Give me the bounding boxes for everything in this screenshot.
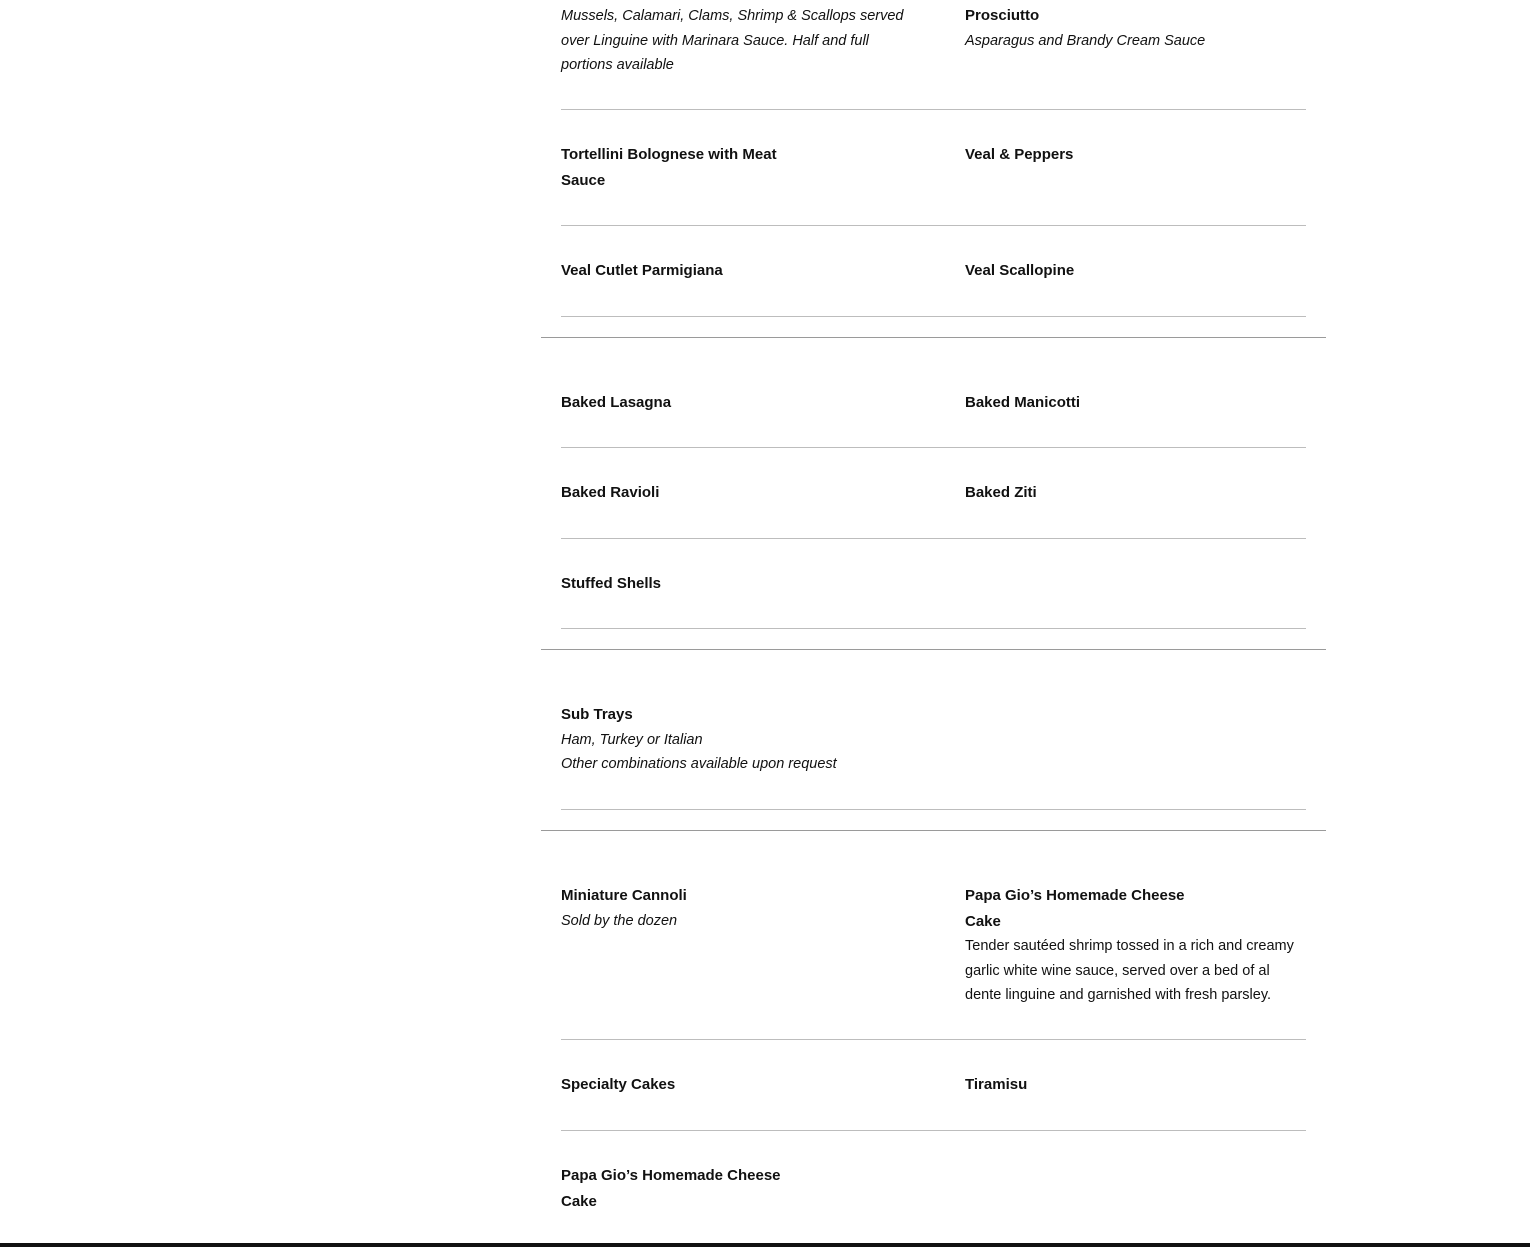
menu-item-description: Mussels, Calamari, Clams, Shrimp & Scallops served over Linguine with Marinara Sauce. Half and full portions available [561,8,904,73]
menu-item-name: Stuffed Shells [561,575,662,592]
item-divider [561,225,1306,226]
menu-item-stuffed-shells [561,571,906,597]
menu-item-description-extra: Other combinations available upon request [561,756,837,772]
menu-item-name: Prosciutto [965,7,1040,24]
menu-item-name: Veal Cutlet Parmigiana [561,262,723,279]
menu-item-specialty-cakes [561,1072,906,1098]
menu-item-prosciutto [965,3,1310,53]
menu-item-sub-trays [561,702,961,777]
menu-item-baked-ravioli [561,480,906,506]
menu-item-name: Baked Manicotti [965,394,1081,411]
item-divider [561,1039,1306,1040]
page-bottom-bar [0,1243,1530,1247]
menu-item-name: Veal Scallopine [965,262,1075,279]
item-divider [561,447,1306,448]
menu-item-name: Tiramisu [965,1076,1028,1093]
menu-item-name: Miniature Cannoli [561,887,687,904]
item-divider [561,1130,1306,1131]
menu-item-name: Baked Ziti [965,484,1037,501]
menu-item-name: Sub Trays [561,706,633,723]
menu-item-cheese-cake [965,883,1305,1008]
item-divider [561,809,1306,810]
menu-item-baked-lasagna [561,390,906,416]
menu-item-name: Papa Gio’s Homemade Cheese Cake [561,1167,781,1210]
menu-item-description: Sold by the dozen [561,912,678,929]
section-divider [541,649,1326,650]
item-divider [561,109,1306,110]
menu-item-veal-scallopine [965,258,1310,284]
menu-item-tiramisu [965,1072,1310,1098]
menu-item-description: Ham, Turkey or Italian [561,731,703,748]
menu-item-cannoli [561,883,906,933]
section-divider [541,337,1326,338]
item-divider [561,538,1306,539]
menu-item-name: Tortellini Bolognese with Meat Sauce [561,146,777,189]
menu-item-cheese-cake-2 [561,1163,801,1214]
menu-item-tortellini [561,142,801,193]
menu-item-baked-manicotti [965,390,1310,416]
menu-item-name: Baked Ravioli [561,484,660,501]
item-divider [561,628,1306,629]
menu-item-name: Specialty Cakes [561,1076,676,1093]
menu-item-veal-cutlet [561,258,906,284]
section-divider [541,830,1326,831]
menu-item-seafood [561,4,906,78]
menu-item-name: Papa Gio’s Homemade Cheese Cake [965,887,1185,930]
menu-item-veal-peppers [965,142,1310,168]
menu-item-description: Asparagus and Brandy Cream Sauce [965,32,1206,49]
menu-item-baked-ziti [965,480,1310,506]
menu-item-name: Baked Lasagna [561,394,672,411]
menu-item-description: Tender sautéed shrimp tossed in a rich and creamy garlic white wine sauce, served over a bed of al dente linguine and garnished with fresh parsley. [965,938,1294,1003]
menu-item-name: Veal & Peppers [965,146,1074,163]
item-divider [561,316,1306,317]
